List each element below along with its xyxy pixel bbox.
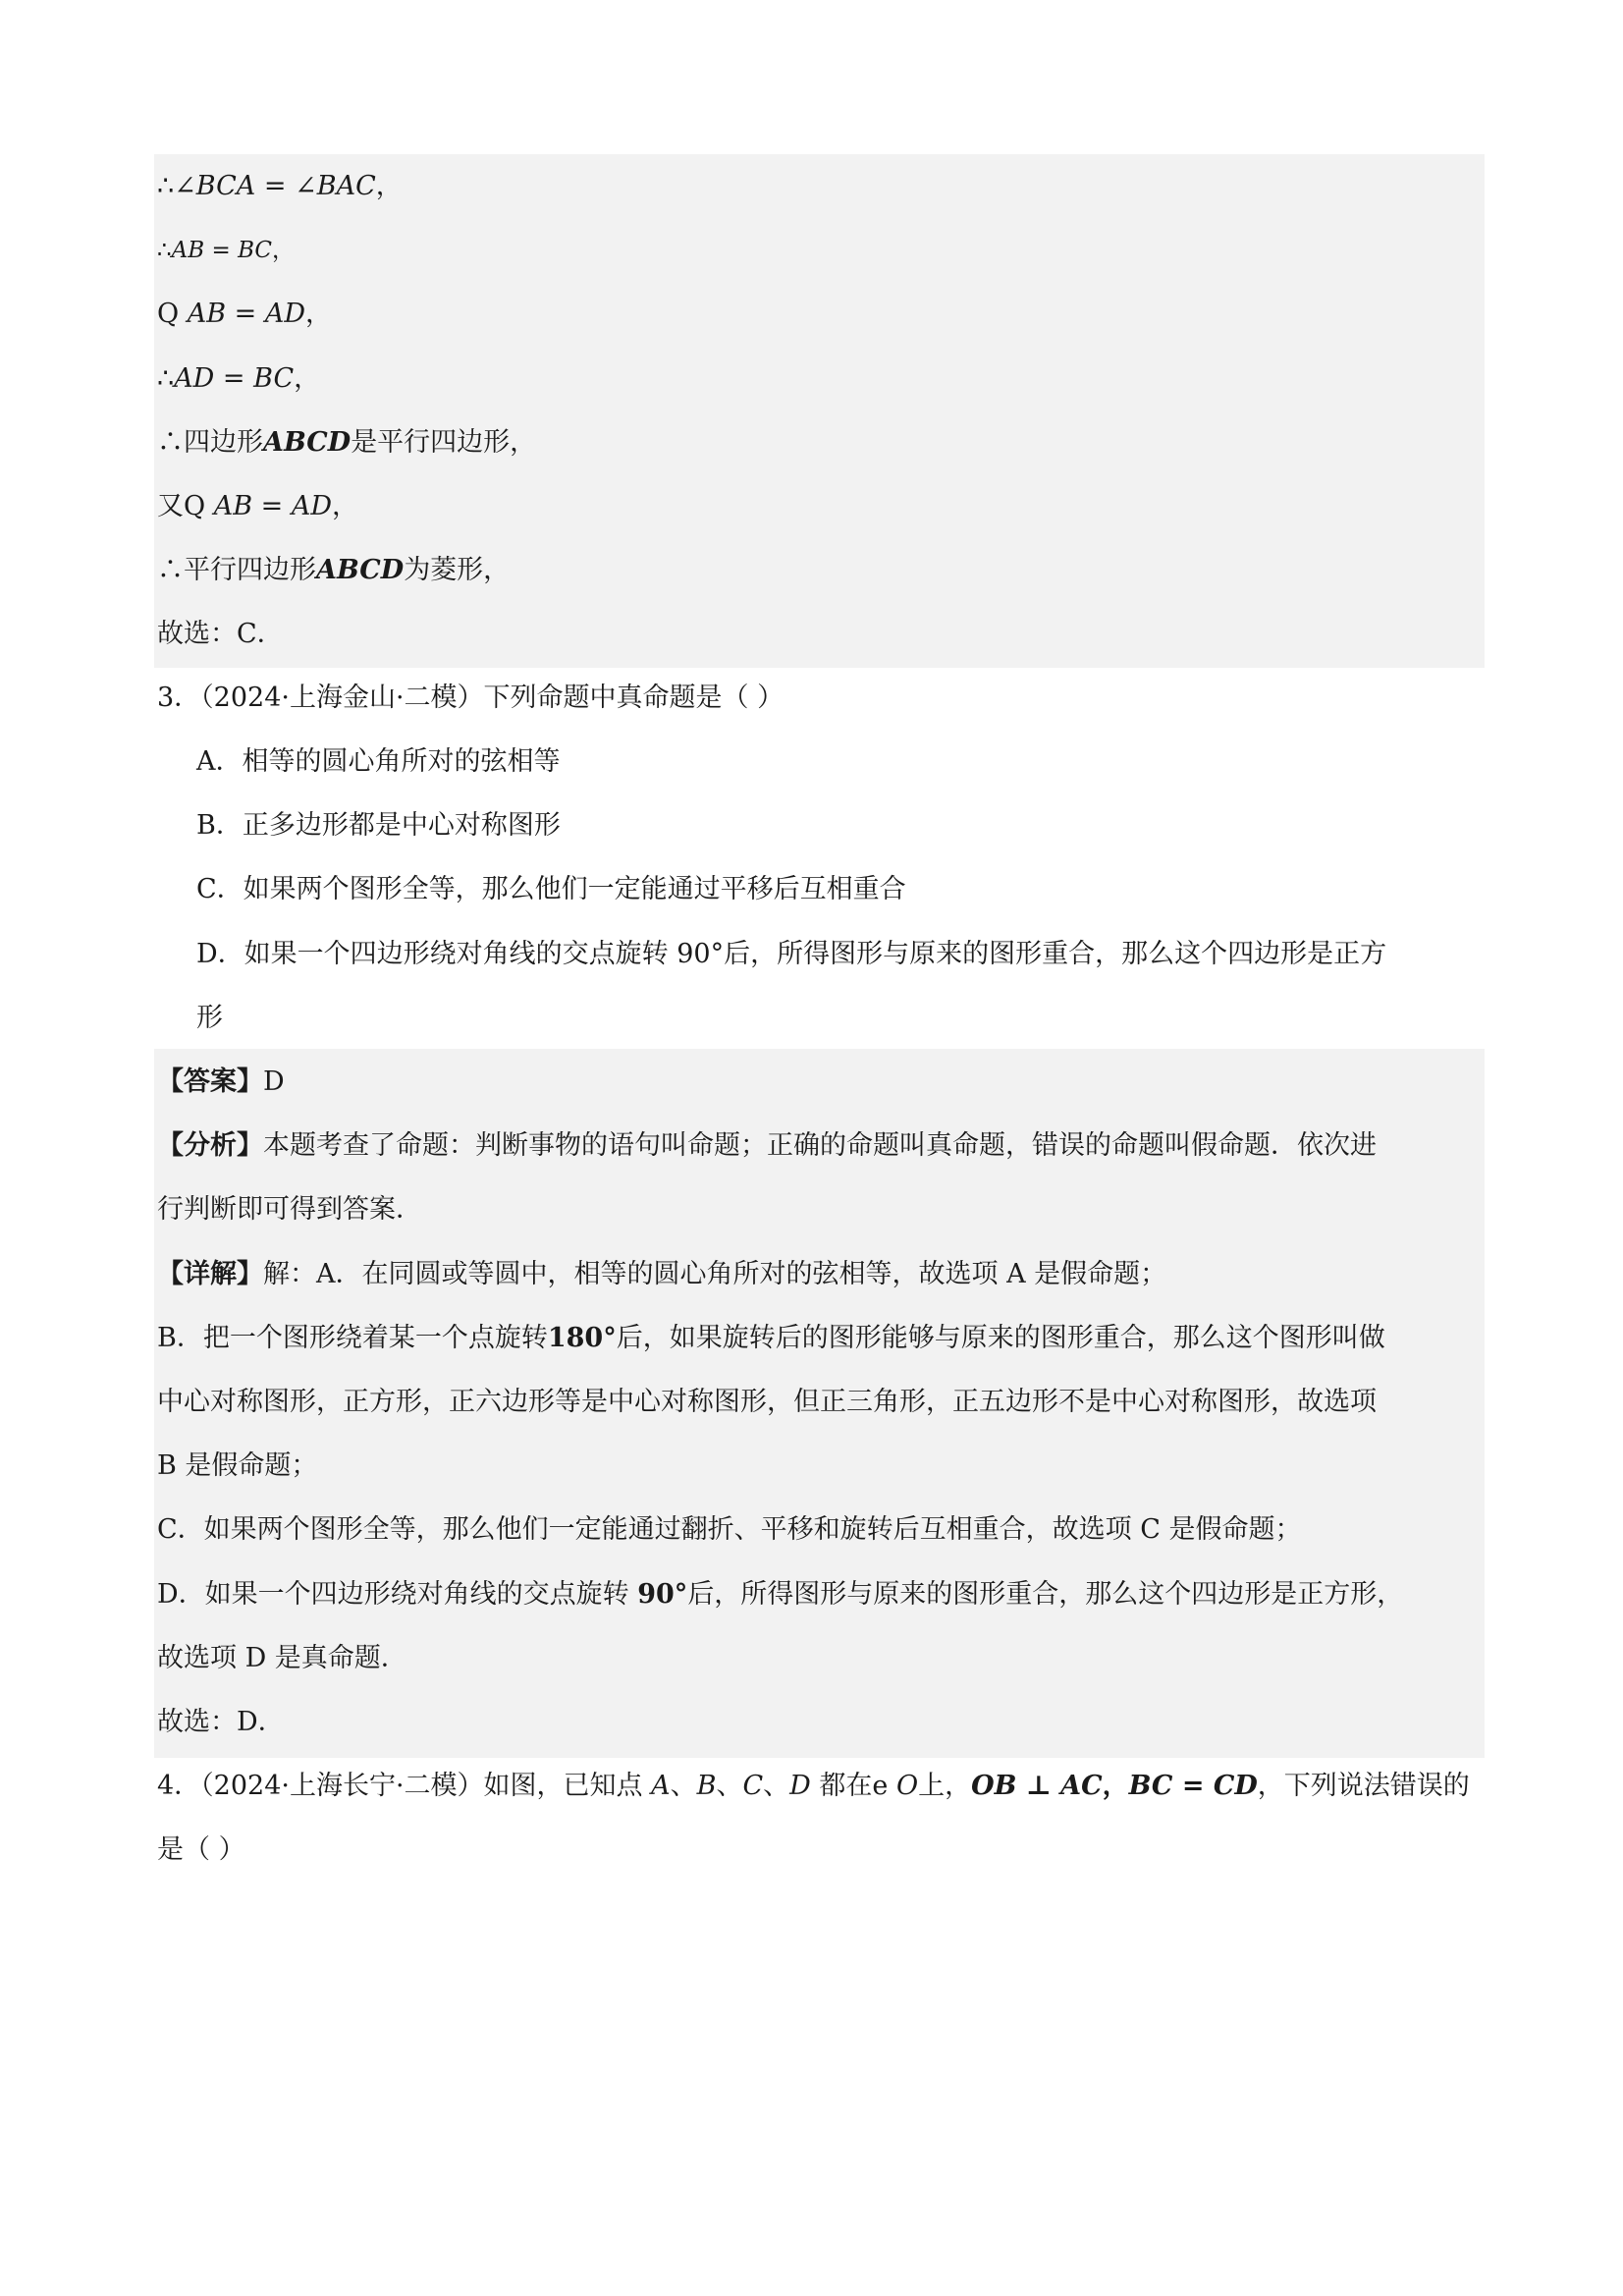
proof-line-2: ∴AB = BC， (157, 238, 295, 263)
answer-line: 【答案】D (157, 1066, 285, 1097)
proof-line-1: ∴∠BCA = ∠BAC， (157, 171, 403, 201)
proof-line-7: ∴平行四边形ABCD为菱形， (157, 555, 511, 585)
proof-line-4: ∴AD = BC， (157, 363, 321, 394)
analysis-line-2: 行判断即可得到答案． (157, 1194, 422, 1225)
question-3-option-c: C．如果两个图形全等，那么他们一定能通过平移后互相重合 (196, 874, 906, 904)
proof-conclusion: 故选：C． (157, 619, 284, 649)
detail-line-b-2: 中心对称图形，正方形，正六边形等是中心对称图形，但正三角形，正五边形不是中心对称图形，故选项 (157, 1387, 1377, 1417)
detail-line-a: 【详解】解：A．在同圆或等圆中，相等的圆心角所对的弦相等，故选项 A 是假命题； (157, 1259, 1167, 1289)
detail-line-b-1: B．把一个图形绕着某一个点旋转180°后，如果旋转后的图形能够与原来的图形重合，那么这个图形叫做 (157, 1323, 1385, 1353)
solution-block-shade (154, 154, 1485, 668)
question-3-option-d-cont: 形 (196, 1003, 223, 1033)
question-3-option-b: B．正多边形都是中心对称图形 (196, 810, 561, 841)
detail-conclusion: 故选：D． (157, 1707, 285, 1737)
proof-line-3: Q AB = AD， (157, 299, 333, 329)
analysis-line-1: 【分析】本题考查了命题：判断事物的语句叫命题；正确的命题叫真命题，错误的命题叫假命题．依次进 (157, 1130, 1377, 1161)
detail-line-d-1: D．如果一个四边形绕对角线的交点旋转 90°后，所得图形与原来的图形重合，那么这个四边形是正方形， (157, 1579, 1404, 1610)
detail-line-d-2: 故选项 D 是真命题． (157, 1643, 407, 1673)
proof-line-6: 又Q AB = AD， (157, 491, 359, 521)
question-4-stem: 4．（2024·上海长宁·二模）如图，已知点 A、B、C、D 都在e O上，OB ⊥ AC，BC = CD，下列说法错误的 (157, 1771, 1470, 1801)
detail-line-c: C．如果两个图形全等，那么他们一定能通过翻折、平移和旋转后互相重合，故选项 C 是假命题； (157, 1514, 1302, 1545)
question-3-option-a: A．相等的圆心角所对的弦相等 (196, 746, 561, 777)
proof-line-5: ∴四边形ABCD是平行四边形， (157, 427, 537, 458)
question-3-option-d: D．如果一个四边形绕对角线的交点旋转 90°后，所得图形与原来的图形重合，那么这个四边形是正方 (196, 939, 1387, 969)
question-4-stem-cont: 是（ ） (157, 1834, 245, 1865)
question-3-stem: 3．（2024·上海金山·二模）下列命题中真命题是（ ） (157, 683, 784, 713)
detail-line-b-3: B 是假命题； (157, 1450, 318, 1481)
